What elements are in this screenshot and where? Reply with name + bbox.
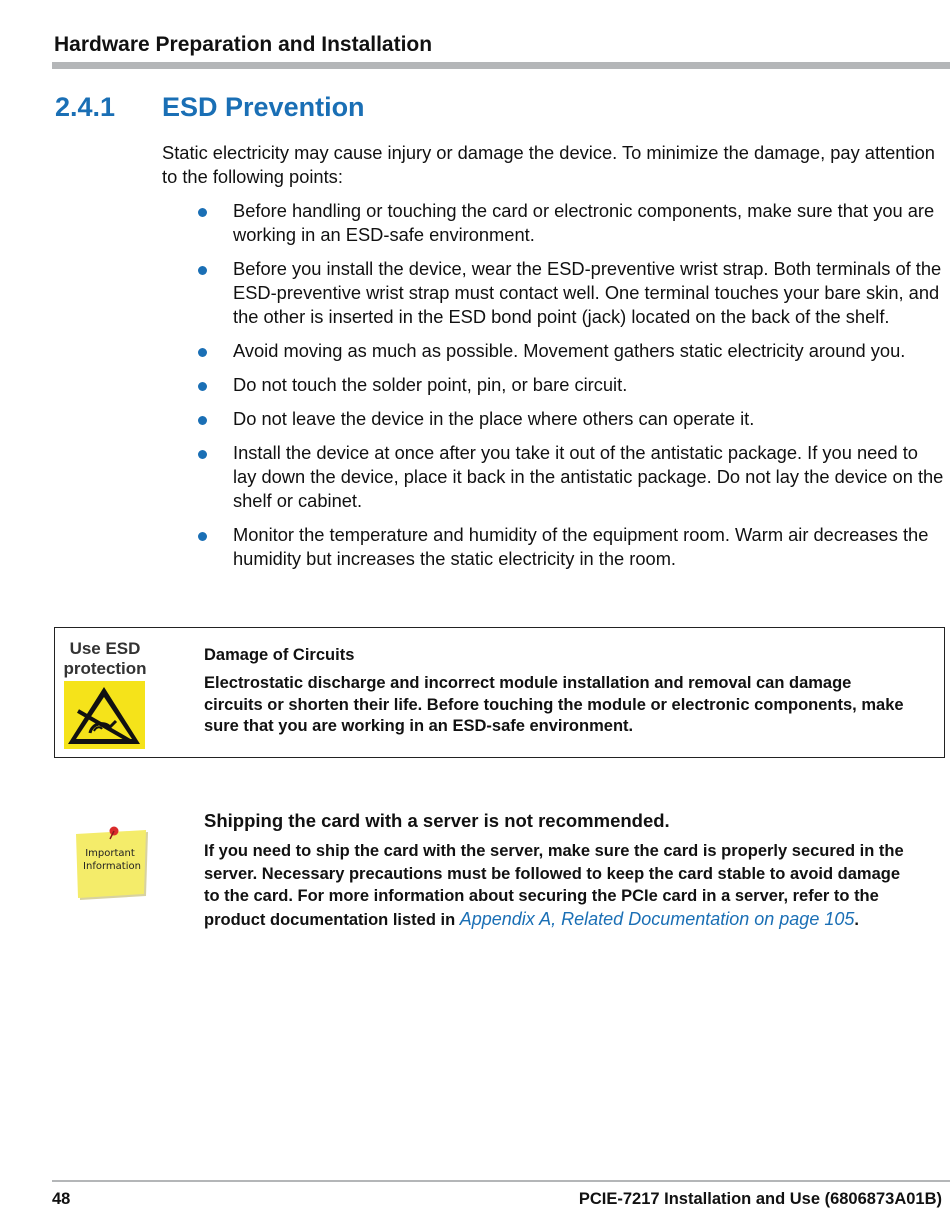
header-rule <box>52 62 950 69</box>
list-item-text: Do not leave the device in the place where others can operate it. <box>233 408 755 429</box>
bullet-icon <box>198 532 207 541</box>
list-item-text: Before you install the device, wear the ESD-preventive wrist strap. Both terminals of the ESD-preventive wrist strap must contact well. One terminal touches your bare skin, and the other is inserted in the ESD bond point (jack) located on the back of the shelf. <box>233 258 942 327</box>
section-heading <box>55 92 365 123</box>
section-number: 2.4.1 <box>55 92 116 122</box>
caution-text: Electrostatic discharge and incorrect module installation and removal can damage circuits or shorten their life. Before touching the module or electronic components, make sure that you are working in an ESD-safe environment. <box>204 674 904 735</box>
note-title: Shipping the card with a server is not recommended. <box>204 810 670 831</box>
list-item-text: Install the device at once after you take it out of the antistatic package. If you need to lay down the device, place it back in the antistatic package. Do not lay the device on the shelf or cabinet. <box>233 442 944 511</box>
section-title: ESD Prevention <box>162 92 365 122</box>
bullet-icon <box>198 382 207 391</box>
esd-label-line1: Use ESD <box>69 639 141 658</box>
bullet-icon <box>198 208 207 217</box>
bullet-icon <box>198 416 207 425</box>
list-item <box>162 441 944 513</box>
list-item-text: Avoid moving as much as possible. Movement gathers static electricity around you. <box>233 340 906 361</box>
note-end: . <box>854 910 859 929</box>
esd-label-line2: protection <box>63 659 147 678</box>
page-number: 48 <box>52 1190 71 1208</box>
list-item-text: Monitor the temperature and humidity of the equipment room. Warm air decreases the humidity but increases the static electricity in the room. <box>233 524 929 569</box>
list-item-text: Before handling or touching the card or electronic components, make sure that you are working in an ESD-safe environment. <box>233 200 935 245</box>
list-item <box>162 339 944 363</box>
caution-title: Damage of Circuits <box>204 646 355 664</box>
running-header: Hardware Preparation and Installation <box>54 33 433 56</box>
bullet-icon <box>198 266 207 275</box>
note-body: If you need to ship the card with the server, make sure the card is properly secured in the server. Necessary precautions must be followed to keep the card stable to avoid damage to the card. For more information about securing the PCIe card in a server, refer to the product documentation listed in <box>204 842 904 929</box>
list-item <box>162 523 944 571</box>
sticky-note-icon <box>72 826 154 906</box>
list-item-text: Do not touch the solder point, pin, or bare circuit. <box>233 374 628 395</box>
note-text <box>204 840 914 931</box>
note-icon-line2: Information <box>83 861 141 872</box>
appendix-link[interactable]: Appendix A, Related Documentation on page 105 <box>459 908 855 929</box>
bullet-icon <box>198 450 207 459</box>
list-item <box>162 373 944 397</box>
precautions-list <box>162 199 944 581</box>
document-title: PCIE-7217 Installation and Use (6806873A01B) <box>578 1190 942 1208</box>
intro-paragraph: Static electricity may cause injury or damage the device. To minimize the damage, pay attention to the following points: <box>162 142 935 187</box>
list-item <box>162 257 944 329</box>
footer-rule <box>52 1180 950 1182</box>
list-item <box>162 199 944 247</box>
list-item <box>162 407 944 431</box>
bullet-icon <box>198 348 207 357</box>
esd-warning-icon <box>64 681 145 749</box>
caution-box <box>54 627 945 758</box>
esd-icon-label <box>61 639 149 679</box>
note-icon-line1: Important <box>85 848 135 859</box>
